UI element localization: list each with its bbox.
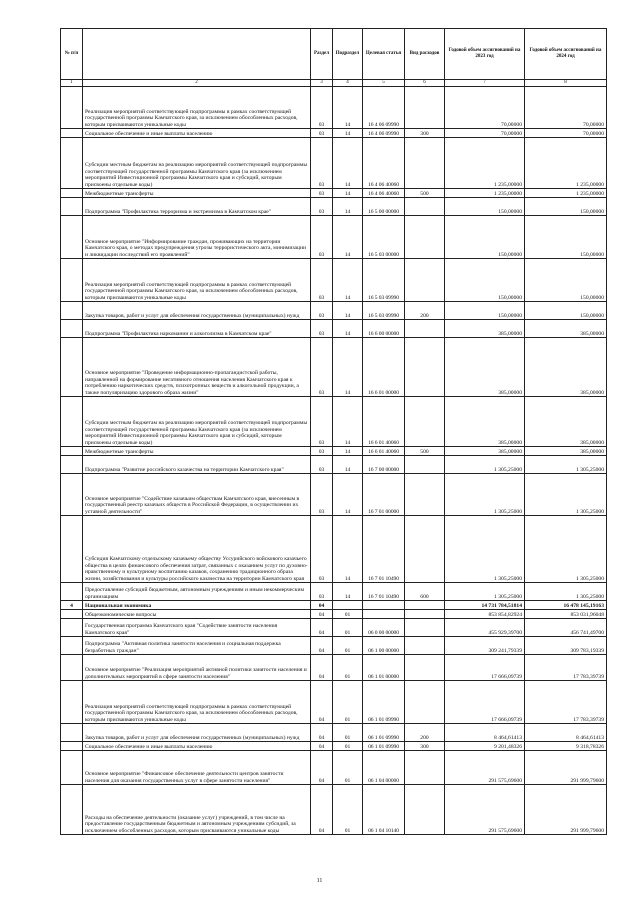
row-name: Предоставление субсидий бюджетным, автономным учреждениям и иным некоммерческим организациям	[83, 583, 311, 601]
row-amount-2024: 150,00000	[525, 259, 607, 302]
table-row	[61, 129, 607, 138]
row-expense-type	[405, 785, 445, 835]
row-subsection: 14	[333, 302, 363, 320]
row-amount-2023: 1 305,25000	[445, 583, 525, 601]
row-amount-2023: 309 241,79339	[445, 637, 525, 655]
row-expense-type: 200	[405, 724, 445, 742]
table-row	[61, 637, 607, 655]
row-article: 16 5 03 09990	[363, 302, 405, 320]
row-expense-type	[405, 338, 445, 397]
row-number	[61, 681, 83, 724]
row-article: 16 6 00 00000	[363, 320, 405, 338]
row-subsection: 01	[333, 610, 363, 619]
row-expense-type	[405, 456, 445, 474]
row-name: Основное мероприятие "Реализация мероприятий активной политики занятости населения и дополнительных мероприятий в сфере занятости населения"	[83, 655, 311, 681]
row-expense-type	[405, 259, 445, 302]
row-name: Субсидия Камчатскому отдельскому казачьему обществу Уссурийского войскового казачьего общества в целях финансового обеспечения затрат, связанных с оказанием услуг по духовно-нравственному и культурному воспитанию казаков, сохранению традиционного образа жизни, хозяйствования и культуры российского казачества на территории Камчатского края	[83, 516, 311, 583]
row-amount-2023: 385,00000	[445, 338, 525, 397]
row-article: 06 1 01 09990	[363, 742, 405, 751]
column-number: 8	[525, 80, 607, 87]
row-section: 04	[311, 724, 333, 742]
table-row	[61, 601, 607, 610]
row-expense-type	[405, 751, 445, 785]
row-section: 03	[311, 189, 333, 198]
row-amount-2023: 455 929,39700	[445, 619, 525, 637]
row-number	[61, 724, 83, 742]
row-name: Подпрограмма "Профилактика терроризма и экстремизма в Камчатском крае"	[83, 198, 311, 216]
row-article: 16 4 06 40060	[363, 189, 405, 198]
row-number	[61, 259, 83, 302]
row-article: 06 1 04 00000	[363, 751, 405, 785]
row-expense-type	[405, 681, 445, 724]
row-subsection: 14	[333, 447, 363, 456]
row-subsection: 14	[333, 129, 363, 138]
row-name: Основное мероприятие "Информирование граждан, проживающих на территории Камчатского края, о методах предупреждения угрозы террористического акта, минимизации и ликвидации последствий его проявлений"	[83, 216, 311, 259]
row-amount-2023: 8 464,61413	[445, 724, 525, 742]
column-number-row	[61, 80, 607, 87]
row-amount-2023: 14 731 784,51814	[445, 601, 525, 610]
row-section: 04	[311, 742, 333, 751]
row-subsection: 14	[333, 138, 363, 189]
row-amount-2023: 853 854,82924	[445, 610, 525, 619]
row-number	[61, 516, 83, 583]
row-expense-type	[405, 138, 445, 189]
row-article: 16 6 01 00000	[363, 338, 405, 397]
row-subsection: 14	[333, 338, 363, 397]
row-number	[61, 320, 83, 338]
row-name: Общеэкономические вопросы	[83, 610, 311, 619]
row-number	[61, 447, 83, 456]
row-name: Подпрограмма "Активная политика занятости населения и социальная поддержка безработных граждан"	[83, 637, 311, 655]
header-name	[83, 29, 311, 80]
row-expense-type	[405, 474, 445, 516]
row-amount-2023: 70,00000	[445, 129, 525, 138]
row-name: Государственная программа Камчатского края "Содействие занятости населения Камчатского края"	[83, 619, 311, 637]
row-section: 03	[311, 583, 333, 601]
row-amount-2024: 291 999,79600	[525, 785, 607, 835]
row-number	[61, 129, 83, 138]
row-subsection: 14	[333, 516, 363, 583]
header-amount-2024: Годовой объем ассигнований на 2024 год	[525, 29, 607, 80]
row-number	[61, 338, 83, 397]
row-amount-2023: 291 575,69600	[445, 785, 525, 835]
row-subsection: 01	[333, 619, 363, 637]
row-section: 04	[311, 637, 333, 655]
row-article: 16 7 01 00000	[363, 474, 405, 516]
row-name: Реализация мероприятий соответствующей подпрограммы в рамках соответствующей государственной программы Камчатского края, за исключением обособленных расходов, которым присваиваются уникальные коды	[83, 87, 311, 129]
row-expense-type	[405, 637, 445, 655]
row-amount-2023: 1 235,00000	[445, 189, 525, 198]
table-row	[61, 259, 607, 302]
table-row	[61, 610, 607, 619]
row-section: 04	[311, 655, 333, 681]
row-amount-2023: 385,00000	[445, 447, 525, 456]
row-amount-2024: 1 235,00000	[525, 189, 607, 198]
row-amount-2023: 291 575,69600	[445, 751, 525, 785]
row-amount-2024: 9 318,78326	[525, 742, 607, 751]
page-number: 11	[316, 878, 323, 884]
row-amount-2024: 16 478 145,19163	[525, 601, 607, 610]
row-number	[61, 189, 83, 198]
row-amount-2024: 70,00000	[525, 87, 607, 129]
row-amount-2023: 17 666,09739	[445, 655, 525, 681]
row-number	[61, 785, 83, 835]
column-number: 3	[311, 80, 333, 87]
row-expense-type: 200	[405, 302, 445, 320]
row-name: Закупка товаров, работ и услуг для обеспечения государственных (муниципальных) нужд	[83, 724, 311, 742]
row-amount-2023: 150,00000	[445, 216, 525, 259]
table-row	[61, 138, 607, 189]
table-row	[61, 320, 607, 338]
row-subsection: 14	[333, 320, 363, 338]
row-section: 03	[311, 259, 333, 302]
row-number	[61, 583, 83, 601]
table-row	[61, 302, 607, 320]
row-amount-2024: 8 464,61413	[525, 724, 607, 742]
row-subsection: 01	[333, 637, 363, 655]
row-subsection: 14	[333, 259, 363, 302]
row-number	[61, 302, 83, 320]
row-name: Социальное обеспечение и иные выплаты населению	[83, 742, 311, 751]
row-article	[363, 610, 405, 619]
row-section: 04	[311, 610, 333, 619]
row-amount-2023: 9 201,48326	[445, 742, 525, 751]
row-amount-2024: 150,00000	[525, 198, 607, 216]
row-subsection: 01	[333, 785, 363, 835]
row-subsection: 14	[333, 583, 363, 601]
row-amount-2024: 385,00000	[525, 338, 607, 397]
row-subsection: 14	[333, 216, 363, 259]
row-subsection: 01	[333, 742, 363, 751]
row-section: 03	[311, 516, 333, 583]
row-subsection: 14	[333, 189, 363, 198]
row-section: 03	[311, 87, 333, 129]
row-article: 16 6 01 40060	[363, 447, 405, 456]
row-amount-2024: 456 741,49700	[525, 619, 607, 637]
row-subsection: 01	[333, 724, 363, 742]
row-expense-type: 600	[405, 583, 445, 601]
row-expense-type	[405, 397, 445, 447]
row-section: 03	[311, 138, 333, 189]
row-subsection: 14	[333, 397, 363, 447]
row-amount-2024: 17 783,39739	[525, 655, 607, 681]
row-name: Основное мероприятие "Проведение информационно-пропагандистской работы, направленной на формирование негативного отношения населения Камчатского края к потреблению наркотических средств, психотропных веществ и алкогольной продукции, а также популяризацию здорового образа жизни"	[83, 338, 311, 397]
row-amount-2023: 150,00000	[445, 259, 525, 302]
header-section: Раздел	[311, 29, 333, 80]
row-amount-2023: 1 305,25000	[445, 516, 525, 583]
row-amount-2023: 17 666,09739	[445, 681, 525, 724]
row-name: Подпрограмма "Развитие российского казачества на территории Камчатского края"	[83, 456, 311, 474]
row-amount-2024: 150,00000	[525, 216, 607, 259]
row-article: 16 5 00 00000	[363, 198, 405, 216]
row-amount-2024: 150,00000	[525, 302, 607, 320]
row-name: Подпрограмма "Профилактика наркомании и алкоголизма в Камчатском крае"	[83, 320, 311, 338]
row-name: Основное мероприятие "Финансовое обеспечение деятельности центров занятости населения для оказания государственных услуг в сфере занятости населения"	[83, 751, 311, 785]
table-row	[61, 785, 607, 835]
row-section: 03	[311, 198, 333, 216]
row-amount-2023: 1 305,25000	[445, 474, 525, 516]
row-amount-2024: 309 783,19339	[525, 637, 607, 655]
row-section: 03	[311, 474, 333, 516]
row-expense-type: 300	[405, 742, 445, 751]
table-row	[61, 681, 607, 724]
row-amount-2024: 853 031,96048	[525, 610, 607, 619]
row-name: Расходы на обеспечение деятельности (оказание услуг) учреждений, в том числе на предоставление государственным бюджетным и автономным учреждениям субсидий, за исключением обособленных расходов, которым присваиваются уникальные коды	[83, 785, 311, 835]
row-number: 4	[61, 601, 83, 610]
row-amount-2023: 150,00000	[445, 198, 525, 216]
row-subsection: 14	[333, 198, 363, 216]
row-expense-type	[405, 320, 445, 338]
row-article: 06 1 01 00000	[363, 655, 405, 681]
row-amount-2023: 150,00000	[445, 302, 525, 320]
row-article: 16 4 06 09990	[363, 129, 405, 138]
table-row	[61, 516, 607, 583]
row-subsection: 01	[333, 681, 363, 724]
table-row	[61, 742, 607, 751]
column-number: 4	[333, 80, 363, 87]
row-expense-type	[405, 516, 445, 583]
row-section: 03	[311, 447, 333, 456]
row-amount-2024: 1 305,25000	[525, 474, 607, 516]
table-row	[61, 474, 607, 516]
row-number	[61, 397, 83, 447]
row-expense-type: 300	[405, 129, 445, 138]
row-subsection	[333, 601, 363, 610]
row-section: 03	[311, 216, 333, 259]
row-section: 04	[311, 681, 333, 724]
table-body	[61, 87, 607, 835]
row-section: 04	[311, 619, 333, 637]
row-name: Реализация мероприятий соответствующей подпрограммы в рамках соответствующей государственной программы Камчатского края, за исключением обособленных расходов, которым присваиваются уникальные коды	[83, 681, 311, 724]
row-number	[61, 742, 83, 751]
row-expense-type	[405, 610, 445, 619]
row-article: 06 1 01 09990	[363, 681, 405, 724]
row-section: 03	[311, 320, 333, 338]
row-amount-2024: 70,00000	[525, 129, 607, 138]
row-article: 16 7 00 00000	[363, 456, 405, 474]
row-amount-2023: 70,00000	[445, 87, 525, 129]
row-section: 03	[311, 302, 333, 320]
row-subsection: 14	[333, 456, 363, 474]
table-row	[61, 397, 607, 447]
table-row	[61, 456, 607, 474]
row-section: 03	[311, 338, 333, 397]
row-expense-type	[405, 198, 445, 216]
row-amount-2024: 291 999,79600	[525, 751, 607, 785]
table-row	[61, 189, 607, 198]
row-name: Социальное обеспечение и иные выплаты населению	[83, 129, 311, 138]
row-number	[61, 456, 83, 474]
column-number: 1	[61, 80, 83, 87]
row-number	[61, 474, 83, 516]
row-number	[61, 216, 83, 259]
row-section: 03	[311, 129, 333, 138]
table-row	[61, 751, 607, 785]
row-subsection: 14	[333, 474, 363, 516]
row-name: Субсидии местным бюджетам на реализацию мероприятий соответствующей подпрограммы соответствующей государственной программы Камчатского края (за исключением мероприятий Инвестиционной программы Камчатского края и субсидий, которым присвоены отдельные коды)	[83, 397, 311, 447]
column-number: 7	[445, 80, 525, 87]
row-name: Основное мероприятие "Содействие казачьим обществам Камчатского края, внесенным в государственный реестр казачьих обществ в Российской Федерации, в осуществлении их уставной деятельности"	[83, 474, 311, 516]
row-number	[61, 751, 83, 785]
row-amount-2024: 1 305,25000	[525, 456, 607, 474]
row-amount-2023: 385,00000	[445, 320, 525, 338]
row-article: 16 7 01 10490	[363, 583, 405, 601]
row-article: 06 1 01 09990	[363, 724, 405, 742]
row-article: 16 5 03 09990	[363, 259, 405, 302]
row-amount-2023: 385,00000	[445, 397, 525, 447]
row-article: 06 1 04 10140	[363, 785, 405, 835]
column-number: 6	[405, 80, 445, 87]
column-number: 2	[83, 80, 311, 87]
header-amount-2023: Годовой объем ассигнований на 2023 год	[445, 29, 525, 80]
column-number: 5	[363, 80, 405, 87]
header-row	[61, 29, 607, 80]
row-section: 04	[311, 751, 333, 785]
table-row	[61, 447, 607, 456]
row-article: 16 7 01 10490	[363, 516, 405, 583]
row-name: Межбюджетные трансферты	[83, 447, 311, 456]
row-section: 03	[311, 456, 333, 474]
row-article: 16 4 06 40060	[363, 138, 405, 189]
header-expense-type: Вид расходов	[405, 29, 445, 80]
row-expense-type	[405, 619, 445, 637]
table-row	[61, 724, 607, 742]
table-row	[61, 338, 607, 397]
row-amount-2024: 385,00000	[525, 447, 607, 456]
budget-table	[60, 28, 607, 835]
row-amount-2023: 1 305,25000	[445, 456, 525, 474]
row-name: Субсидии местным бюджетам на реализацию мероприятий соответствующей подпрограммы соответствующей государственной программы Камчатского края (за исключением мероприятий Инвестиционной программы Камчатского края и субсидий, которым присвоены отдельные коды)	[83, 138, 311, 189]
row-expense-type	[405, 216, 445, 259]
header-article: Целевая статья	[363, 29, 405, 80]
row-expense-type	[405, 87, 445, 129]
row-amount-2023: 1 235,00000	[445, 138, 525, 189]
row-number	[61, 138, 83, 189]
row-expense-type: 500	[405, 447, 445, 456]
table-row	[61, 87, 607, 129]
row-article	[363, 601, 405, 610]
row-name: Закупка товаров, работ и услуг для обеспечения государственных (муниципальных) нужд	[83, 302, 311, 320]
row-article: 16 6 01 40060	[363, 397, 405, 447]
table-row	[61, 655, 607, 681]
row-amount-2024: 17 783,39739	[525, 681, 607, 724]
row-name: Национальная экономика	[83, 601, 311, 610]
header-subsection: Подраздел	[333, 29, 363, 80]
row-amount-2024: 1 305,25000	[525, 583, 607, 601]
row-amount-2024: 1 305,25000	[525, 516, 607, 583]
row-article: 16 4 06 09990	[363, 87, 405, 129]
row-section: 04	[311, 601, 333, 610]
row-expense-type	[405, 655, 445, 681]
row-expense-type: 500	[405, 189, 445, 198]
table-row	[61, 216, 607, 259]
row-name: Межбюджетные трансферты	[83, 189, 311, 198]
row-amount-2024: 385,00000	[525, 320, 607, 338]
row-amount-2024: 385,00000	[525, 397, 607, 447]
row-article: 06 0 00 00000	[363, 619, 405, 637]
row-amount-2024: 1 235,00000	[525, 138, 607, 189]
row-number	[61, 637, 83, 655]
row-expense-type	[405, 601, 445, 610]
table-row	[61, 583, 607, 601]
table-row	[61, 619, 607, 637]
row-number	[61, 655, 83, 681]
row-section: 04	[311, 785, 333, 835]
header-num: № п/п	[61, 29, 83, 80]
row-subsection: 01	[333, 655, 363, 681]
row-article: 16 5 03 00000	[363, 216, 405, 259]
row-subsection: 01	[333, 751, 363, 785]
row-subsection: 14	[333, 87, 363, 129]
row-article: 06 1 00 00000	[363, 637, 405, 655]
row-name: Реализация мероприятий соответствующей подпрограммы в рамках соответствующей государственной программы Камчатского края, за исключением обособленных расходов, которым присваиваются уникальные коды	[83, 259, 311, 302]
row-number	[61, 619, 83, 637]
row-number	[61, 87, 83, 129]
row-section: 03	[311, 397, 333, 447]
row-number	[61, 610, 83, 619]
row-number	[61, 198, 83, 216]
table-row	[61, 198, 607, 216]
